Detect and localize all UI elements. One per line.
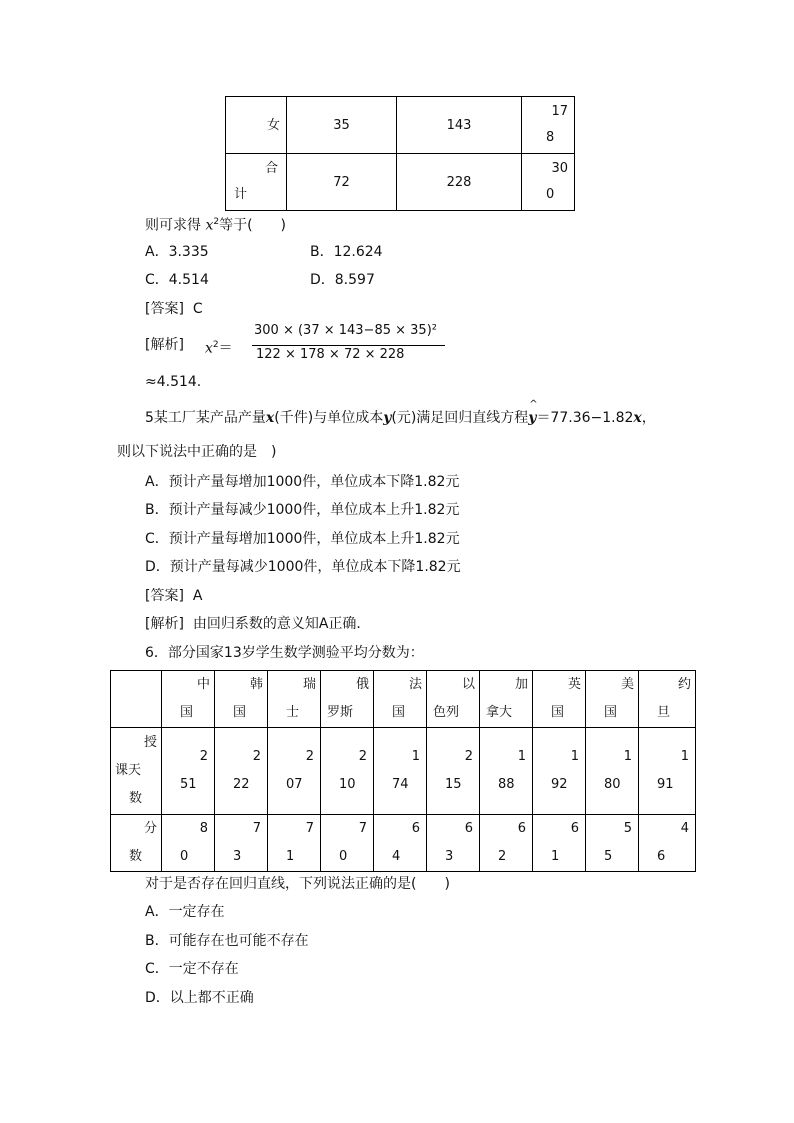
cell-line: 美 — [620, 677, 634, 692]
y-hat — [528, 399, 538, 428]
table-cell — [522, 154, 575, 211]
formula-equals: ＝ — [218, 340, 233, 357]
answer-tag: [答案] — [145, 301, 184, 317]
table-cell: 72 — [287, 154, 397, 211]
question-stem-line2: 则以下说法中正确的是 ) — [117, 444, 277, 460]
cell-line: 0 — [546, 187, 555, 202]
cell-line: 8 — [546, 130, 555, 145]
table-cell — [639, 728, 696, 815]
table-cell — [586, 728, 639, 815]
option-d: D．预计产量每减少1000件，单位成本下降1.82元 — [145, 559, 461, 575]
table-cell — [639, 815, 696, 872]
cell-line: 罗斯 — [327, 705, 354, 720]
cell-line: 以 — [461, 677, 475, 692]
cell-line: 7 — [252, 821, 261, 836]
fraction-denominator: 122 × 178 × 72 × 228 — [256, 347, 405, 362]
question-followup: 对于是否存在回归直线，下列说法正确的是( ) — [145, 876, 450, 892]
cell-line: 6 — [464, 821, 473, 836]
cell-line: 1 — [551, 849, 560, 864]
cell-line: 51 — [180, 777, 197, 792]
formula-lhs — [205, 335, 233, 359]
cell-line: 1 — [517, 749, 526, 764]
cell-line: 数 — [129, 791, 143, 806]
table-cell — [215, 815, 268, 872]
stem-variable: x — [265, 410, 275, 426]
cell-line: 约 — [677, 677, 691, 692]
cell-line: 国 — [233, 705, 247, 720]
cell-line: 色列 — [433, 705, 460, 720]
option-b: B．预计产量每减少1000件，单位成本上升1.82元 — [145, 502, 460, 518]
header-cell — [321, 671, 374, 728]
cell-line: 国 — [551, 705, 565, 720]
option-c: C．4.514 — [145, 272, 209, 288]
cell-line: 7 — [305, 821, 314, 836]
option-b: B．12.624 — [310, 244, 383, 260]
fraction-bar — [252, 345, 445, 346]
cell-line: 1 — [411, 749, 420, 764]
stem-superscript: 2 — [213, 217, 220, 227]
cell-line: 92 — [551, 777, 568, 792]
approx-result: ≈4.514. — [145, 374, 202, 390]
table-cell — [374, 728, 427, 815]
cell-line: 0 — [180, 849, 189, 864]
table-cell — [321, 728, 374, 815]
cell-line: 1 — [286, 849, 295, 864]
header-cell — [533, 671, 586, 728]
answer-value: C — [192, 301, 203, 317]
table-corner-cell — [111, 671, 162, 728]
option-d: D．以上都不正确 — [145, 990, 254, 1006]
cell-line: 中 — [196, 677, 210, 692]
stem-text: (元)满足回归直线方程 — [391, 410, 529, 426]
cell-line: 1 — [680, 749, 689, 764]
table-cell: 228 — [397, 154, 522, 211]
cell-line: 8 — [199, 821, 208, 836]
cell-line: 瑞 — [302, 677, 316, 692]
cell-line: 6 — [570, 821, 579, 836]
cell-line: 30 — [551, 161, 568, 176]
cell-line: 国 — [180, 705, 194, 720]
cell-line: 1 — [623, 749, 632, 764]
cell-line: 拿大 — [486, 705, 513, 720]
question-stem — [145, 212, 286, 236]
cell-line: 数 — [129, 849, 143, 864]
cell-line: 5 — [623, 821, 632, 836]
cell-line: 17 — [551, 104, 568, 119]
analysis-tag: [解析] — [145, 616, 184, 632]
cell-line: 4 — [680, 821, 689, 836]
analysis-tag: [解析] — [145, 337, 184, 353]
cell-line: 6 — [657, 849, 666, 864]
table-row — [111, 815, 696, 872]
cell-line: 法 — [408, 677, 422, 692]
cell-line: 15 — [445, 777, 462, 792]
question-stem: 6．部分国家13岁学生数学测验平均分数为： — [145, 645, 424, 661]
table-row — [111, 728, 696, 815]
header-cell — [427, 671, 480, 728]
cell-line: 国 — [604, 705, 618, 720]
cell-line: 英 — [567, 677, 581, 692]
cell-line: 7 — [358, 821, 367, 836]
table-row — [226, 97, 575, 154]
formula-superscript: 2 — [212, 340, 219, 350]
stem-text: 则可求得 — [145, 217, 201, 234]
cell-line: 3 — [233, 849, 242, 864]
cell-line: 1 — [570, 749, 579, 764]
cell-line: 22 — [233, 777, 250, 792]
option-c: C．预计产量每增加1000件，单位成本上升1.82元 — [145, 531, 460, 547]
stem-variable: x — [205, 217, 214, 234]
cell-line: 2 — [358, 749, 367, 764]
cell-line: 10 — [339, 777, 356, 792]
cell-line: 2 — [199, 749, 208, 764]
cell-line: 授 — [143, 735, 157, 750]
scores-table — [110, 670, 696, 872]
cell-line: 07 — [286, 777, 303, 792]
formula-variable: x — [205, 340, 213, 357]
cell-line: 韩 — [249, 677, 263, 692]
table-row — [111, 671, 696, 728]
stem-text: 等于( ) — [219, 217, 287, 234]
cell-line: 俄 — [355, 677, 369, 692]
fraction-numerator: 300 × (37 × 143−85 × 35)² — [254, 323, 437, 338]
hat-mark: ^ — [529, 399, 538, 410]
table-cell: 35 — [287, 97, 397, 154]
answer-value: A — [192, 588, 203, 604]
table-row — [226, 154, 575, 211]
cell-line: 3 — [445, 849, 454, 864]
header-cell — [586, 671, 639, 728]
answer-line — [145, 299, 203, 319]
cell-line: 课天 — [115, 763, 142, 778]
stem-text: ＝77.36−1.82 — [536, 410, 634, 426]
table-cell — [522, 97, 575, 154]
table-cell — [427, 728, 480, 815]
cell-line: 6 — [411, 821, 420, 836]
table-cell — [226, 154, 287, 211]
contingency-table — [225, 96, 575, 211]
header-cell — [162, 671, 215, 728]
cell-line: 分 — [143, 821, 157, 836]
table-cell — [268, 728, 321, 815]
table-cell — [586, 815, 639, 872]
cell-line: 士 — [286, 705, 300, 720]
table-cell — [427, 815, 480, 872]
table-cell — [480, 815, 533, 872]
stem-variable: x — [633, 410, 642, 426]
cell-line: 合 — [264, 161, 278, 176]
table-cell — [374, 815, 427, 872]
table-cell — [226, 97, 287, 154]
analysis-text: 由回归系数的意义知A正确． — [192, 616, 371, 632]
cell-line: 6 — [517, 821, 526, 836]
table-cell — [268, 815, 321, 872]
question-stem — [145, 399, 656, 428]
table-cell — [162, 728, 215, 815]
cell-line: 2 — [252, 749, 261, 764]
analysis-line — [145, 614, 370, 634]
stem-variable: y — [383, 410, 392, 426]
table-cell — [321, 815, 374, 872]
cell-line: 计 — [234, 187, 248, 202]
stem-text: ， — [641, 410, 656, 426]
cell-line: 加 — [514, 677, 528, 692]
table-cell — [533, 728, 586, 815]
option-b: B．可能存在也可能不存在 — [145, 933, 309, 949]
table-cell — [480, 728, 533, 815]
option-a: A．预计产量每增加1000件，单位成本下降1.82元 — [145, 474, 460, 490]
row-label: 女 — [266, 117, 280, 133]
answer-tag: [答案] — [145, 588, 184, 604]
header-cell — [374, 671, 427, 728]
row-label-cell — [111, 728, 162, 815]
cell-line: 5 — [604, 849, 613, 864]
cell-line: 2 — [464, 749, 473, 764]
option-a: A．一定存在 — [145, 904, 225, 920]
stem-text: 5某工厂某产品产量 — [145, 410, 266, 426]
cell-line: 旦 — [657, 705, 671, 720]
option-c: C．一定不存在 — [145, 961, 239, 977]
cell-line: 2 — [305, 749, 314, 764]
cell-line: 国 — [392, 705, 406, 720]
cell-line: 0 — [339, 849, 348, 864]
answer-line — [145, 586, 202, 606]
table-cell — [162, 815, 215, 872]
cell-line: 88 — [498, 777, 515, 792]
cell-line: 91 — [657, 777, 674, 792]
row-label-cell — [111, 815, 162, 872]
header-cell — [268, 671, 321, 728]
cell-line: 2 — [498, 849, 507, 864]
table-cell — [215, 728, 268, 815]
cell-line: 4 — [392, 849, 401, 864]
table-cell — [533, 815, 586, 872]
stem-variable: y — [528, 410, 537, 426]
cell-line: 80 — [604, 777, 621, 792]
table-cell: 143 — [397, 97, 522, 154]
header-cell — [480, 671, 533, 728]
cell-line: 74 — [392, 777, 409, 792]
header-cell — [639, 671, 696, 728]
header-cell — [215, 671, 268, 728]
option-d: D．8.597 — [310, 272, 375, 288]
option-a: A．3.335 — [145, 244, 209, 260]
stem-text: (千件)与单位成本 — [274, 410, 384, 426]
